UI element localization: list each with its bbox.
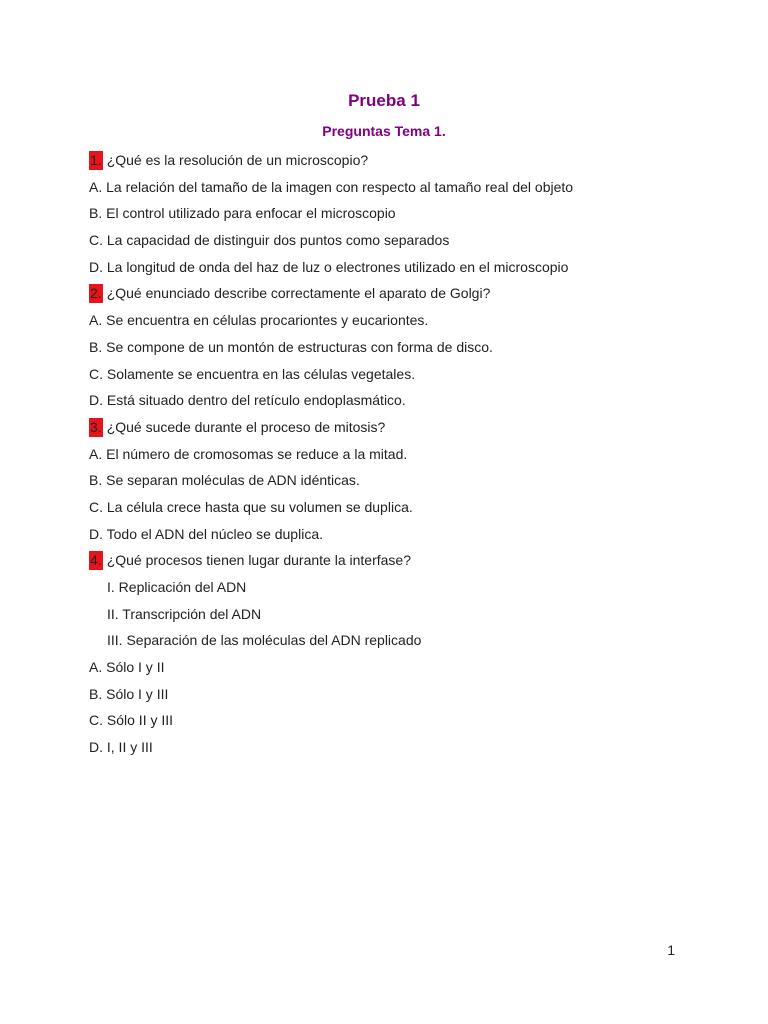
answer-option: A. Sólo I y II	[89, 659, 165, 676]
answer-option: C. Solamente se encuentra en las células vegetales.	[89, 365, 416, 382]
statement-item: III. Separación de las moléculas del ADN replicado	[107, 632, 422, 649]
answer-option: A. La relación del tamaño de la imagen con respecto al tamaño real del objeto	[89, 178, 574, 195]
page-number: 1	[667, 942, 675, 958]
question-text: ¿Qué enunciado describe correctamente el aparato de Golgi?	[106, 285, 491, 302]
question-text: ¿Qué sucede durante el proceso de mitosis?	[106, 418, 386, 435]
answer-option: C. La célula crece hasta que su volumen se duplica.	[89, 498, 413, 515]
question-number-badge: 2.	[90, 285, 102, 302]
question-list	[89, 150, 729, 764]
statement-item: II. Transcripción del ADN	[107, 605, 262, 622]
answer-option: D. Está situado dentro del retículo endoplasmático.	[89, 392, 406, 409]
answer-option: D. La longitud de onda del haz de luz o electrones utilizado en el microscopio	[89, 258, 569, 275]
question-number-badge: 3.	[90, 418, 102, 435]
statement-item: I. Replicación del ADN	[107, 579, 247, 595]
answer-option: D. Todo el ADN del núcleo se duplica.	[89, 525, 323, 542]
answer-option: C. Sólo II y III	[89, 712, 174, 729]
answer-option: C. La capacidad de distinguir dos puntos como separados	[89, 232, 450, 249]
answer-option: B. Se compone de un montón de estructuras con forma de disco.	[89, 338, 493, 355]
answer-option: A. El número de cromosomas se reduce a la mitad.	[89, 445, 408, 462]
question-3	[89, 417, 729, 444]
answer-option: A. Se encuentra en células procariontes y eucariontes.	[89, 312, 429, 329]
page-subtitle: Preguntas Tema 1.	[322, 123, 446, 139]
page-title: Prueba 1	[348, 91, 420, 110]
answer-option: D. I, II y III	[89, 739, 153, 756]
answer-option: B. Sólo I y III	[89, 685, 169, 702]
answer-option: B. El control utilizado para enfocar el microscopio	[89, 205, 396, 222]
question-number-badge: 4.	[90, 552, 102, 569]
question-text: ¿Qué es la resolución de un microscopio?	[106, 152, 369, 168]
question-2	[89, 283, 729, 310]
question-1	[89, 150, 729, 177]
answer-option: B. Se separan moléculas de ADN idénticas.	[89, 472, 360, 489]
question-number-badge: 1.	[90, 152, 102, 168]
question-4	[89, 550, 729, 577]
question-text: ¿Qué procesos tienen lugar durante la interfase?	[106, 552, 411, 569]
